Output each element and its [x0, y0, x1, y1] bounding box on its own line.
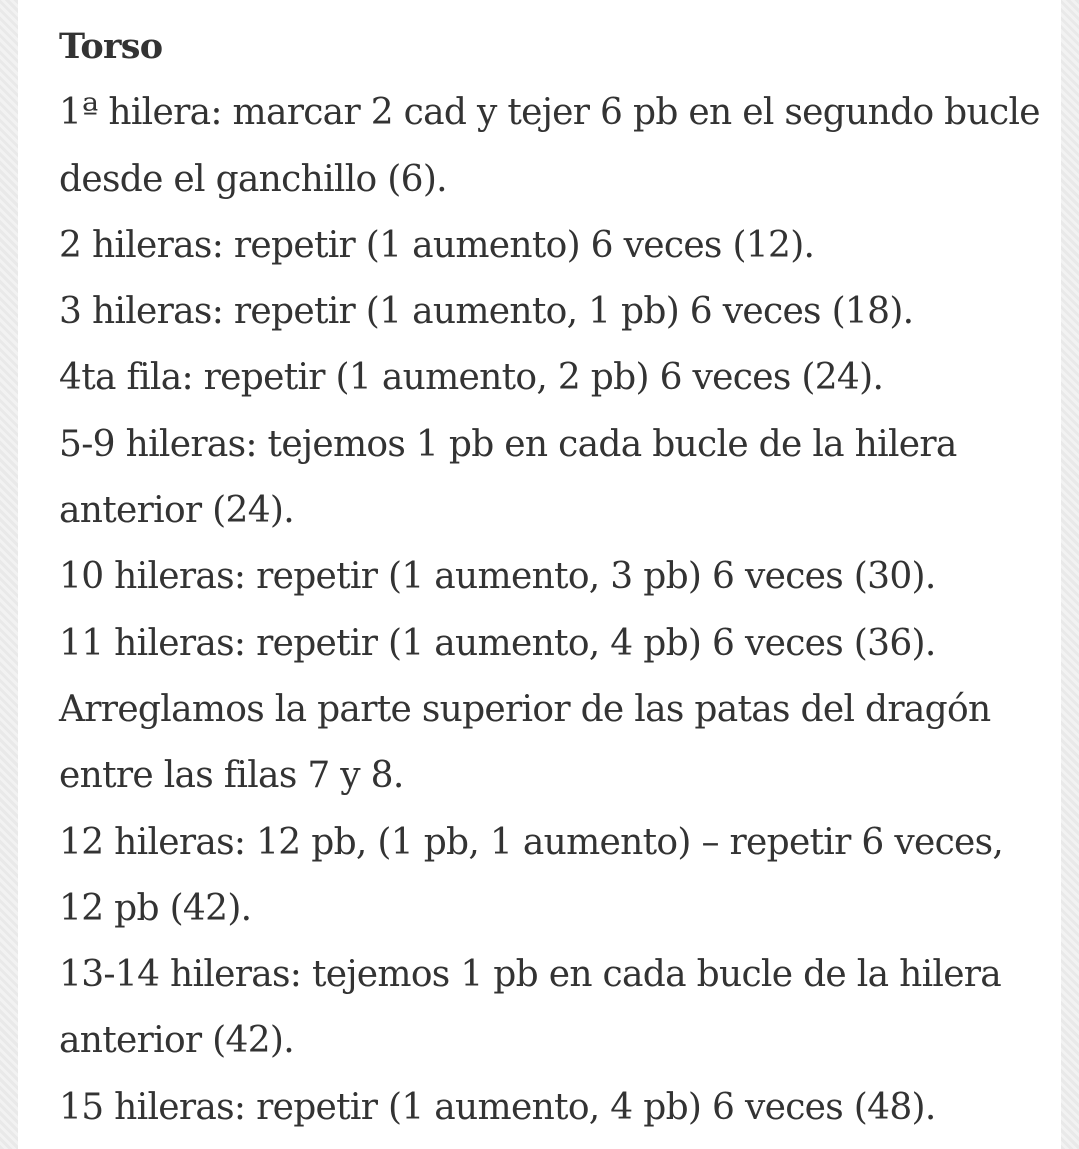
pattern-line-9: 13-14 hileras: tejemos 1 pb en cada bucle de la hilera anterior (42). — [59, 954, 1002, 1062]
pattern-note: Arreglamos la parte superior de las patas del dragón entre las filas 7 y 8. — [59, 688, 991, 797]
pattern-line-10: 15 hileras: repetir (1 aumento, 4 pb) 6 veces (48). — [59, 1086, 936, 1128]
pattern-text — [59, 14, 1049, 1141]
pattern-line-4: 4ta fila: repetir (1 aumento, 2 pb) 6 veces (24). — [59, 357, 884, 399]
pattern-line-6: 10 hileras: repetir (1 aumento, 3 pb) 6 veces (30). — [59, 556, 936, 598]
article-content — [18, 0, 1061, 1149]
pattern-line-3: 3 hileras: repetir (1 aumento, 1 pb) 6 veces (18). — [59, 291, 914, 333]
pattern-line-2: 2 hileras: repetir (1 aumento) 6 veces (12). — [59, 224, 815, 266]
section-heading: Torso — [59, 26, 163, 67]
pattern-line-5: 5-9 hileras: tejemos 1 pb en cada bucle de la hilera anterior (24). — [59, 423, 957, 532]
page-edge-left — [0, 0, 18, 1149]
pattern-line-7: 11 hileras: repetir (1 aumento, 4 pb) 6 veces (36). — [59, 622, 936, 664]
pattern-line-8: 12 hileras: 12 pb, (1 pb, 1 aumento) – repetir 6 veces, 12 pb (42). — [59, 821, 1004, 929]
page-edge-right — [1061, 0, 1079, 1149]
pattern-line-1: 1ª hilera: marcar 2 cad y tejer 6 pb en el segundo bucle desde el ganchillo (6). — [59, 92, 1040, 200]
